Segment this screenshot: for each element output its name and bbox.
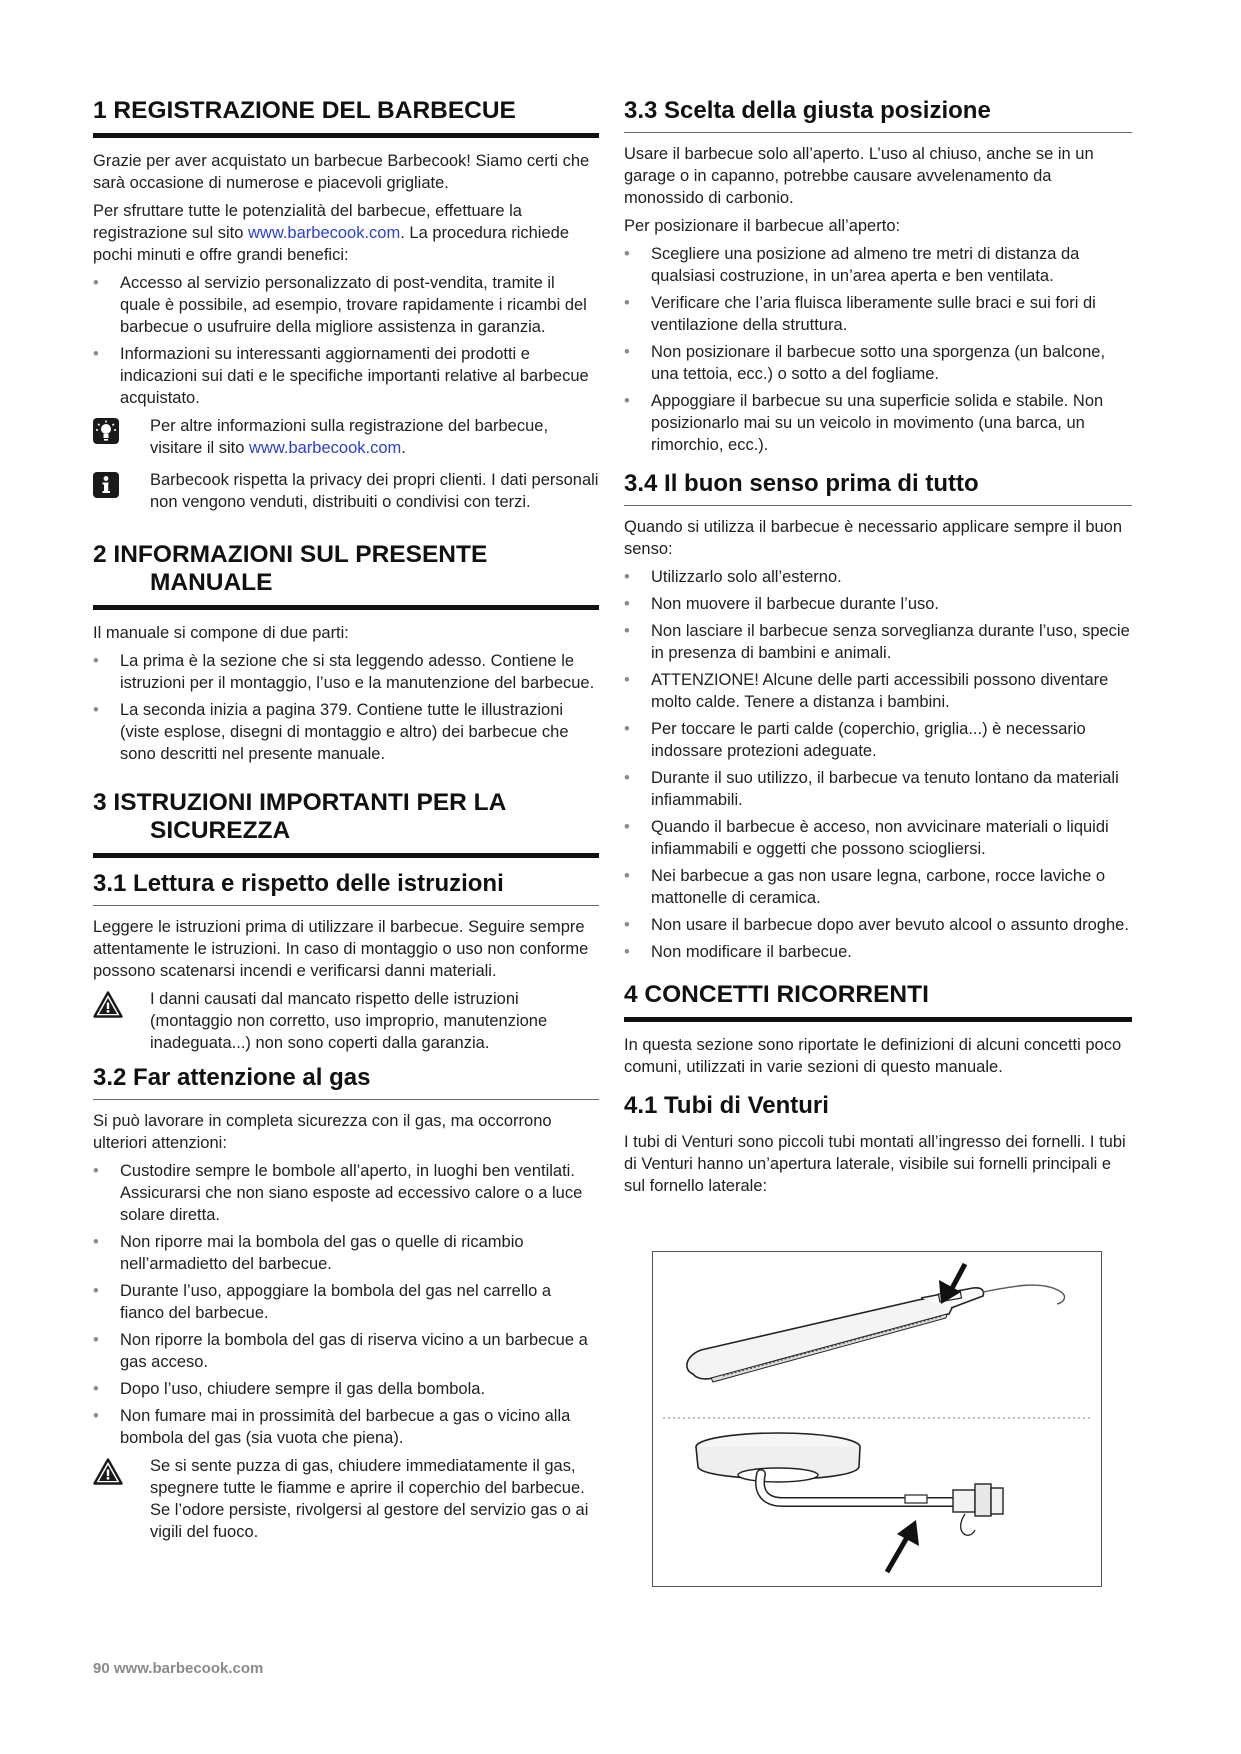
list-item: • Durante il suo utilizzo, il barbecue va tenuto lontano da materiali infiammabili. xyxy=(624,767,1132,811)
section-3-4-heading: 3.4 Il buon senso prima di tutto xyxy=(624,470,1132,506)
section-2-intro: Il manuale si compone di due parti: xyxy=(93,624,349,642)
warning-note xyxy=(93,988,599,1054)
side-burner-drawing xyxy=(696,1433,1003,1535)
list-item: • Per toccare le parti calde (coperchio, griglia...) è necessario indossare protezioni adeguate. xyxy=(624,718,1132,762)
list-item: • Non riporre la bombola del gas di riserva vicino a un barbecue a gas acceso. xyxy=(93,1329,599,1373)
venturi-tube-illustration xyxy=(652,1251,1102,1587)
tip-note-text: Per altre informazioni sulla registrazione del barbecue, visitare il sito www.barbecook.com. xyxy=(150,417,549,457)
section-1-intro: Grazie per aver acquistato un barbecue Barbecook! Siamo certi che sarà occasione di numerose e piacevoli grigliate. xyxy=(93,152,590,192)
section-3-3-list xyxy=(624,243,1132,456)
list-item: • Informazioni su interessanti aggiornamenti dei prodotti e indicazioni sui dati e le specifiche importanti relative al barbecue acquistato. xyxy=(93,343,599,409)
lightbulb-icon xyxy=(93,415,150,449)
barbecook-link[interactable]: www.barbecook.com xyxy=(248,224,401,242)
section-2-parts-list xyxy=(93,650,599,765)
list-item: • Durante l’uso, appoggiare la bombola del gas nel carrello a fianco del barbecue. xyxy=(93,1280,599,1324)
list-item: • Non fumare mai in prossimità del barbecue a gas o vicino alla bombola del gas (sia vuota che piena). xyxy=(93,1405,599,1449)
section-3-1-heading: 3.1 Lettura e rispetto delle istruzioni xyxy=(93,870,599,906)
section-4-text: In questa sezione sono riportate le definizioni di alcuni concetti poco comuni, utilizzati in varie sezioni di questo manuale. xyxy=(624,1036,1122,1076)
warning-icon xyxy=(93,1455,150,1490)
info-note xyxy=(93,469,599,513)
page-number: 90 xyxy=(93,1660,110,1677)
tip-note xyxy=(93,415,599,459)
warning-note-text: Se si sente puzza di gas, chiudere immediatamente il gas, spegnere tutte le fiamme e aprire il coperchio del barbecue. Se l’odore persiste, rivolgersi al gestore del servizio gas o ai vigili del fuoco. xyxy=(150,1457,589,1541)
left-column xyxy=(93,97,599,1553)
footer-site: www.barbecook.com xyxy=(113,1660,264,1677)
list-item: • Non usare il barbecue dopo aver bevuto alcool o assunto droghe. xyxy=(624,914,1132,936)
section-1-heading: 1 REGISTRAZIONE DEL BARBECUE xyxy=(93,97,599,138)
main-burner-drawing xyxy=(687,1285,1065,1382)
list-item: • Non posizionare il barbecue sotto una sporgenza (un balcone, una tettoia, ecc.) o sotto a del fogliame. xyxy=(624,341,1132,385)
list-item: • Dopo l’uso, chiudere sempre il gas della bombola. xyxy=(93,1378,599,1400)
warning-note xyxy=(93,1455,599,1543)
section-4-1-heading: 4.1 Tubi di Venturi xyxy=(624,1092,829,1119)
section-2-heading: 2 INFORMAZIONI SUL PRESENTE MANUALE xyxy=(93,541,599,610)
list-item: • Accesso al servizio personalizzato di post-vendita, tramite il quale è possibile, ad esempio, trovare rapidamente i ricambi del barbecue o usufruire della migliore assistenza in garanzia. xyxy=(93,272,599,338)
section-3-heading: 3 ISTRUZIONI IMPORTANTI PER LA SICUREZZA xyxy=(93,789,599,858)
list-item: • Quando il barbecue è acceso, non avvicinare materiali o liquidi infiammabili e oggetti che possono sciogliersi. xyxy=(624,816,1132,860)
section-1-benefits-list xyxy=(93,272,599,409)
list-item: • La seconda inizia a pagina 379. Contiene tutte le illustrazioni (viste esplose, disegni di montaggio e altro) dei barbecue che sono descritti nel presente manuale. xyxy=(93,699,599,765)
section-4-1-text: I tubi di Venturi sono piccoli tubi montati all’ingresso dei fornelli. I tubi di Venturi hanno un’apertura laterale, visibile sui fornelli principali e sul fornello laterale: xyxy=(624,1133,1126,1195)
arrow-icon xyxy=(887,1520,919,1572)
section-3-4-list xyxy=(624,566,1132,963)
info-note-text: Barbecook rispetta la privacy dei propri clienti. I dati personali non vengono venduti, distribuiti o condivisi con terzi. xyxy=(150,471,599,511)
list-item: • Appoggiare il barbecue su una superficie solida e stabile. Non posizionarlo mai su un veicolo in movimento (una barca, un rimorchio, ecc.). xyxy=(624,390,1132,456)
barbecook-link[interactable]: www.barbecook.com xyxy=(249,439,402,457)
section-3-4-intro: Quando si utilizza il barbecue è necessario applicare sempre il buon senso: xyxy=(624,518,1123,558)
list-item: • Nei barbecue a gas non usare legna, carbone, rocce laviche o mattonelle di ceramica. xyxy=(624,865,1132,909)
section-3-1-text: Leggere le istruzioni prima di utilizzare il barbecue. Seguire sempre attentamente le istruzioni. In caso di montaggio o uso non conforme possono scatenarsi incendi e verificarsi danni materiali. xyxy=(93,918,589,980)
section-1-registration: Per sfruttare tutte le potenzialità del barbecue, effettuare la registrazione sul sito www.barbecook.com. La procedura richiede pochi minuti e offre grandi benefici: xyxy=(93,202,570,264)
section-3-2-intro: Si può lavorare in completa sicurezza con il gas, ma occorrono ulteriori attenzioni: xyxy=(93,1112,552,1152)
section-3-3-heading: 3.3 Scelta della giusta posizione xyxy=(624,97,1132,133)
list-item: • La prima è la sezione che si sta leggendo adesso. Contiene le istruzioni per il montaggio, l’uso e la manutenzione del barbecue. xyxy=(93,650,599,694)
list-item: • Non muovere il barbecue durante l’uso. xyxy=(624,593,1132,615)
list-item: • Utilizzarlo solo all’esterno. xyxy=(624,566,1132,588)
section-3-2-list xyxy=(93,1160,599,1449)
section-4-heading: 4 CONCETTI RICORRENTI xyxy=(624,981,1132,1022)
warning-icon xyxy=(93,988,150,1023)
section-3-2-heading: 3.2 Far attenzione al gas xyxy=(93,1064,599,1100)
page-footer xyxy=(93,1660,263,1677)
section-3-3-lead: Per posizionare il barbecue all’aperto: xyxy=(624,217,901,235)
list-item: • ATTENZIONE! Alcune delle parti accessibili possono diventare molto calde. Tenere a distanza i bambini. xyxy=(624,669,1132,713)
list-item: • Non riporre mai la bombola del gas o quelle di ricambio nell’armadietto del barbecue. xyxy=(93,1231,599,1275)
right-column xyxy=(624,97,1132,1203)
list-item: • Verificare che l’aria fluisca liberamente sulle braci e sui fori di ventilazione della struttura. xyxy=(624,292,1132,336)
section-3-3-text: Usare il barbecue solo all’aperto. L’uso al chiuso, anche se in un garage o in capanno, potrebbe causare avvelenamento da monossido di carbonio. xyxy=(624,145,1094,207)
info-icon xyxy=(93,469,150,503)
list-item: • Scegliere una posizione ad almeno tre metri di distanza da qualsiasi costruzione, in un’area aperta e ben ventilata. xyxy=(624,243,1132,287)
list-item: • Non lasciare il barbecue senza sorveglianza durante l’uso, specie in presenza di bambini e animali. xyxy=(624,620,1132,664)
list-item: • Custodire sempre le bombole all’aperto, in luoghi ben ventilati. Assicurarsi che non siano esposte ad eccessivo calore o a luce solare diretta. xyxy=(93,1160,599,1226)
list-item: • Non modificare il barbecue. xyxy=(624,941,1132,963)
warning-note-text: I danni causati dal mancato rispetto delle istruzioni (montaggio non corretto, uso improprio, manutenzione inadeguata...) non sono coperti dalla garanzia. xyxy=(150,990,548,1052)
